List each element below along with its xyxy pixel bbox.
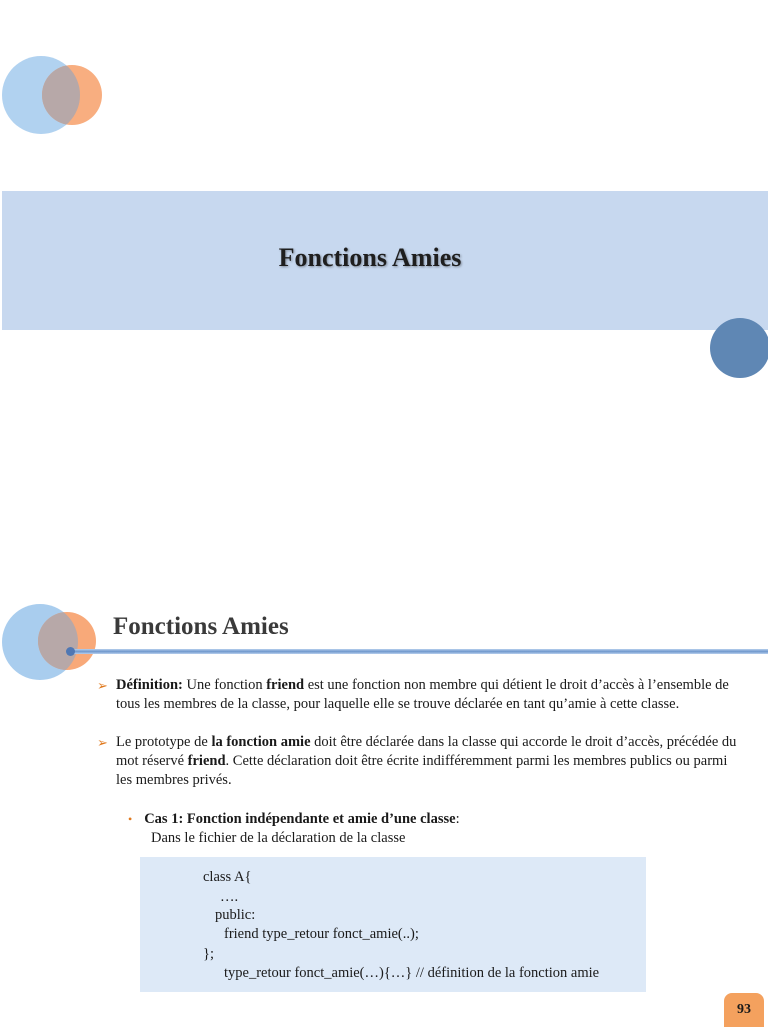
definition-text-1: Une fonction [182, 677, 267, 693]
prototype-text-3: . Cette déclaration doit être écrite indifféremment parmi les membres publics ou parmi les membres privés. [116, 753, 728, 788]
decor-circle-dark [710, 318, 768, 378]
prototype-bold-1: la fonction amie [211, 734, 311, 750]
definition-friend: friend [266, 677, 305, 693]
prototype-text-2: doit être déclarée dans la classe qui accorde le droit d’accès, précédée du mot réservé [116, 734, 737, 769]
code-line: …. [220, 889, 239, 905]
code-line: type_retour fonct_amie(…){…} // définition de la fonction amie [224, 965, 600, 981]
prototype-paragraph [97, 733, 737, 790]
definition-text-2: est une fonction non membre qui détient le droit d’accès à l’ensemble de tous les membres de la classe, pour laquelle elle se trouve déclarée en tant qu’amie à cette classe. [116, 677, 729, 712]
code-line: }; [203, 946, 214, 962]
dot-bullet-icon: • [128, 812, 133, 826]
arrow-bullet-icon: ➢ [97, 735, 108, 750]
decor-circle-overlap-2 [38, 612, 96, 670]
case1-heading [128, 811, 460, 828]
page-number-badge: 93 [724, 993, 764, 1027]
code-line: friend type_retour fonct_amie(..); [224, 926, 419, 942]
code-line: class A{ [203, 869, 252, 885]
slide-title: Fonctions Amies [278, 243, 462, 272]
code-line: public: [215, 907, 256, 923]
definition-paragraph [97, 676, 737, 714]
prototype-bold-2: friend [187, 753, 226, 769]
arrow-bullet-icon: ➢ [97, 678, 108, 693]
case1-colon: : [455, 811, 460, 827]
code-block [140, 857, 646, 992]
decor-circle-overlap [42, 65, 102, 125]
definition-lead: Définition: [116, 677, 183, 693]
section-heading: Fonctions Amies [113, 613, 289, 640]
case1-subtitle: Dans le fichier de la déclaration de la classe [151, 830, 406, 846]
divider-dot [66, 647, 75, 656]
case1-title: Cas 1: Fonction indépendante et amie d’une classe [144, 811, 456, 827]
prototype-text-1: Le prototype de [116, 734, 212, 750]
heading-divider [70, 649, 768, 654]
